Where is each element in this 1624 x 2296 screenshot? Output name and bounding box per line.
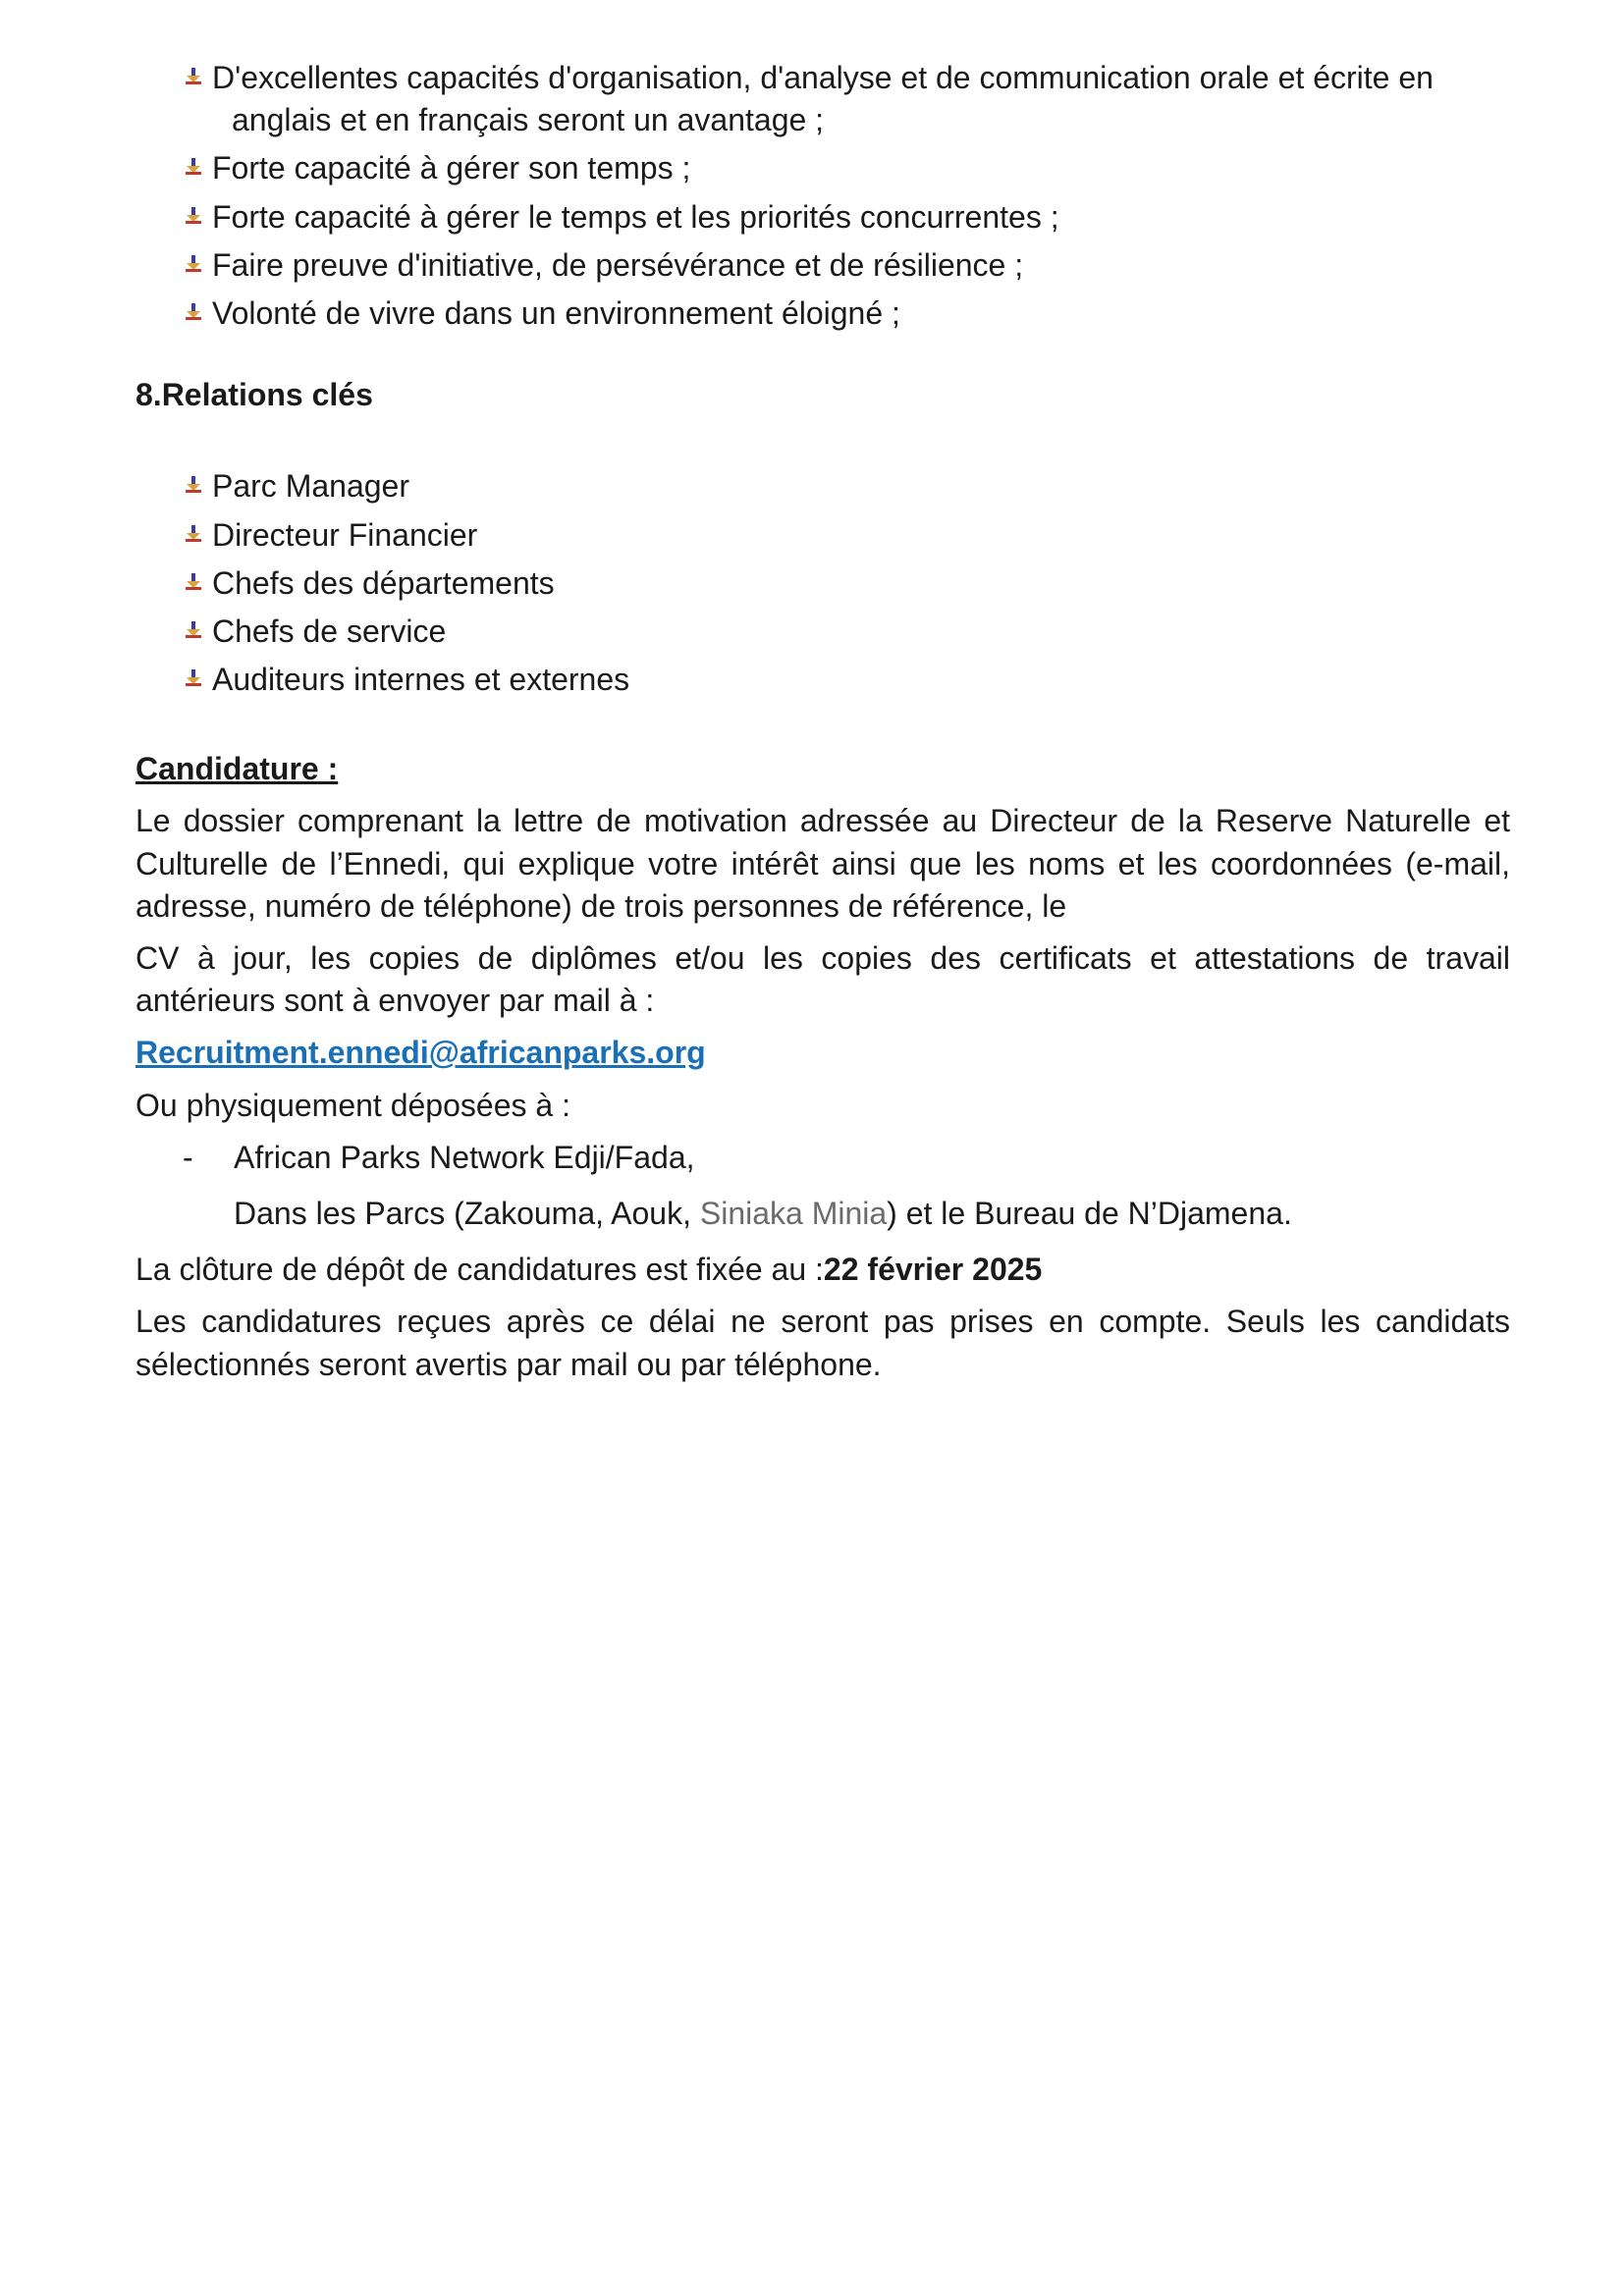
list-item <box>185 244 1510 287</box>
list-item <box>185 57 1510 141</box>
list-item <box>185 562 1510 605</box>
locations-list <box>135 1137 1510 1235</box>
skill-text: Faire preuve d'initiative, de persévérance et de résilience ; <box>212 246 1024 283</box>
relations-list <box>135 465 1510 701</box>
section-title-relations: 8.Relations clés <box>135 377 373 413</box>
physical-deposit-text: Ou physiquement déposées à : <box>135 1087 570 1123</box>
final-paragraph: Les candidatures reçues après ce délai ne seront pas prises en compte. Seuls les candidats sélectionnés seront avertis par mail ou par téléphone. <box>135 1304 1510 1382</box>
list-item <box>185 465 1510 507</box>
location-text-before: Dans les Parcs (Zakouma, Aouk, <box>234 1195 700 1231</box>
arrow-down-bullet-icon <box>185 525 202 543</box>
list-item <box>185 196 1510 239</box>
deadline-line <box>135 1249 1510 1291</box>
document-page <box>135 57 1510 1396</box>
location-text-after: ) et le Bureau de N’Djamena. <box>887 1195 1292 1231</box>
relation-text: Directeur Financier <box>212 516 478 553</box>
relation-text: Parc Manager <box>212 468 409 505</box>
candidature-paragraph-1: Le dossier comprenant la lettre de motivation adressée au Directeur de la Reserve Naturelle et Culturelle de l’Ennedi, qui explique votre intérêt ainsi que les noms et les coordonnées (e-mail, adresse, numéro de téléphone) de trois personnes de référence, le <box>135 803 1510 924</box>
list-item <box>135 1137 1510 1179</box>
recruitment-email-link[interactable]: Recruitment.ennedi@africanparks.org <box>135 1035 706 1071</box>
list-item <box>185 611 1510 653</box>
arrow-down-bullet-icon <box>185 621 202 639</box>
list-item <box>185 659 1510 701</box>
skill-text: Forte capacité à gérer le temps et les priorités concurrentes ; <box>212 198 1059 235</box>
list-item <box>135 1193 1510 1235</box>
skills-list <box>135 57 1510 335</box>
candidature-paragraph-2: CV à jour, les copies de diplômes et/ou les copies des certificats et attestations de travail antérieurs sont à envoyer par mail à : <box>135 940 1510 1019</box>
skill-text: Volonté de vivre dans un environnement éloigné ; <box>212 294 900 331</box>
relation-text: Auditeurs internes et externes <box>212 662 630 698</box>
relation-text: Chefs de service <box>212 613 447 649</box>
location-text-highlight: Siniaka Minia <box>699 1195 888 1231</box>
arrow-down-bullet-icon <box>185 207 202 225</box>
dash-bullet: - <box>183 1139 193 1175</box>
arrow-down-bullet-icon <box>185 158 202 176</box>
arrow-down-bullet-icon <box>185 303 202 321</box>
arrow-down-bullet-icon <box>185 573 202 591</box>
arrow-down-bullet-icon <box>185 255 202 273</box>
deadline-text: La clôture de dépôt de candidatures est fixée au : <box>135 1252 824 1288</box>
list-item <box>185 147 1510 189</box>
deadline-date: 22 février 2025 <box>823 1252 1043 1288</box>
skill-text-continued: anglais et en français seront un avantage ; <box>232 102 825 138</box>
location-text: African Parks Network Edji/Fada, <box>234 1139 695 1175</box>
list-item <box>185 514 1510 557</box>
section-title-candidature: Candidature : <box>135 751 339 787</box>
arrow-down-bullet-icon <box>185 669 202 687</box>
relation-text: Chefs des départements <box>212 564 555 601</box>
arrow-down-bullet-icon <box>185 68 202 85</box>
list-item <box>185 293 1510 335</box>
skill-text: D'excellentes capacités d'organisation, d'analyse et de communication orale et écrite en <box>212 60 1434 95</box>
skill-text: Forte capacité à gérer son temps ; <box>212 150 691 187</box>
arrow-down-bullet-icon <box>185 476 202 494</box>
